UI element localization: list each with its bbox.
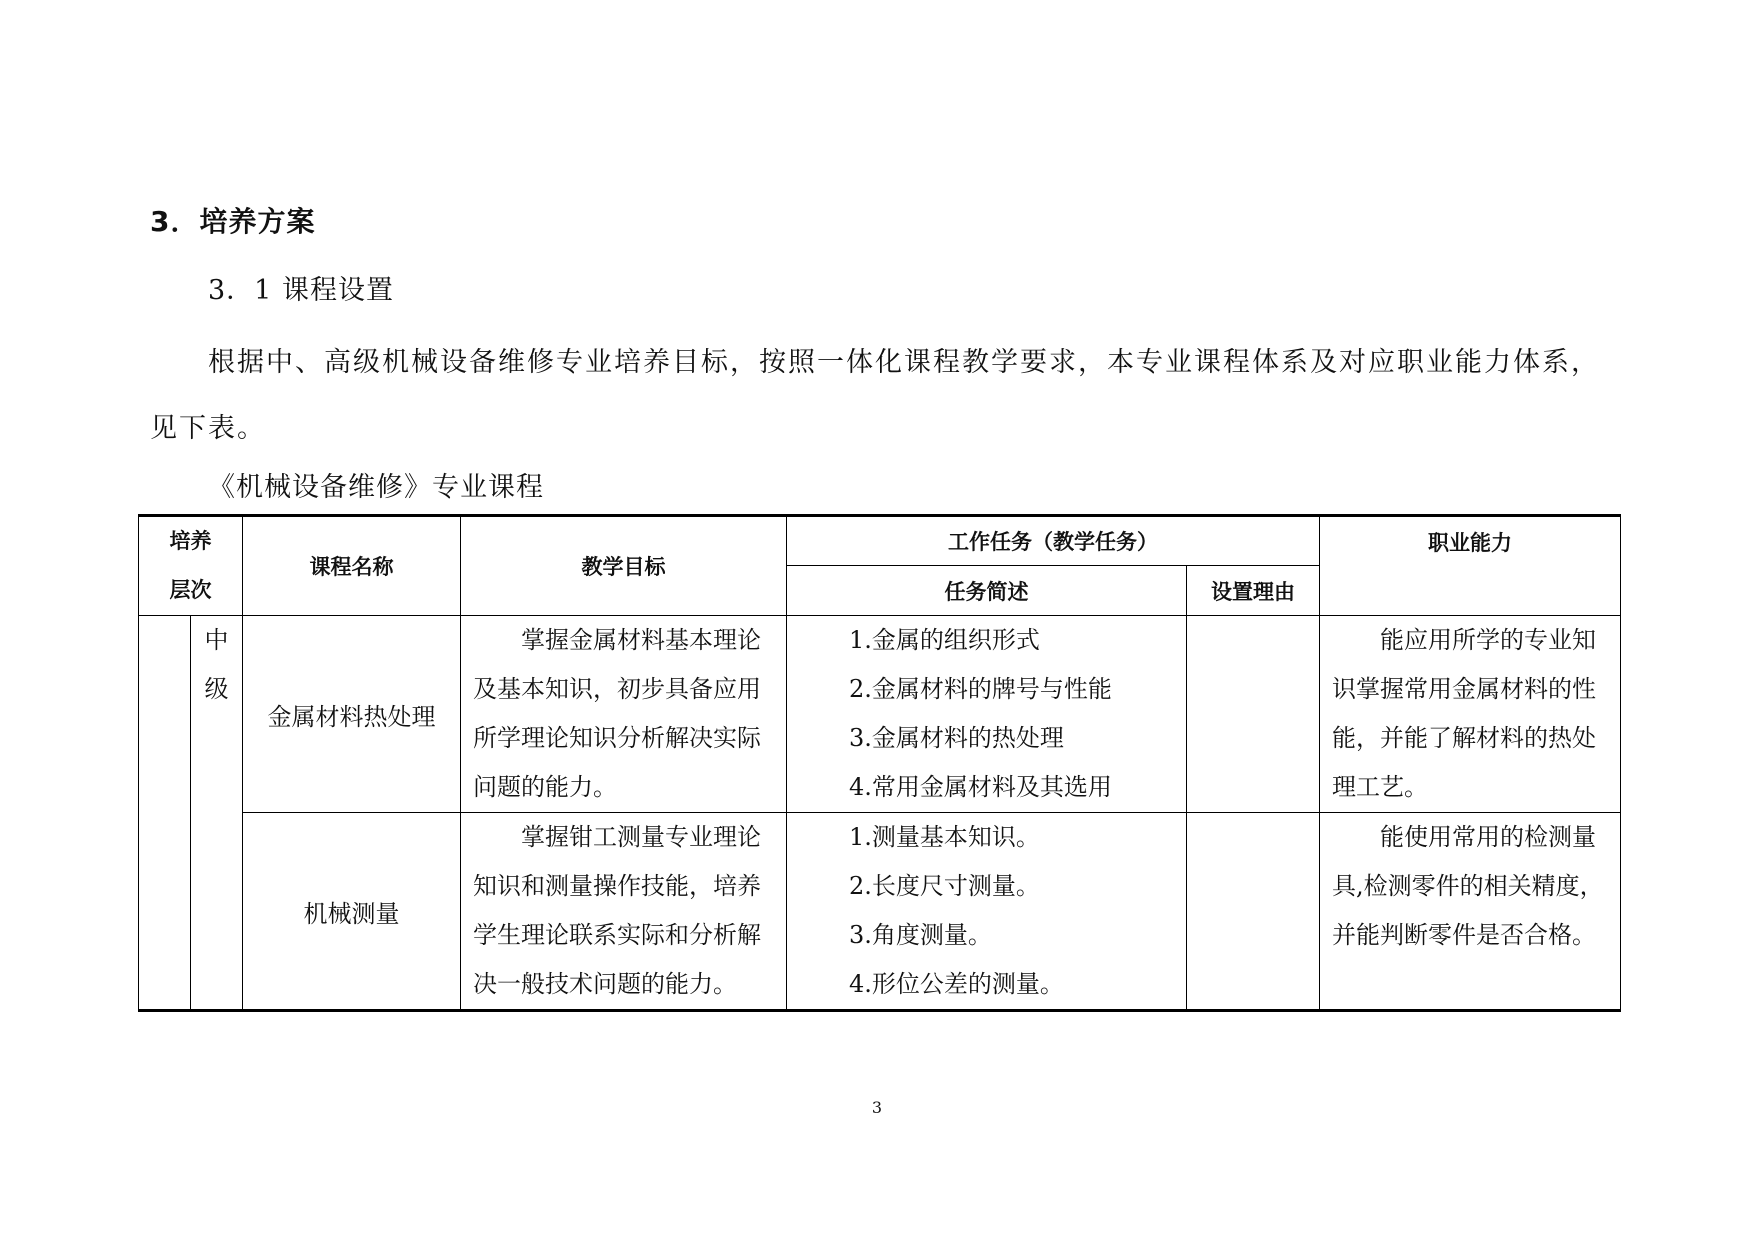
teaching-goal-cell: 掌握金属材料基本理论及基本知识，初步具备应用所学理论知识分析解决实际问题的能力。 xyxy=(461,616,787,813)
header-course-name: 课程名称 xyxy=(243,516,461,616)
level-char-2: 级 xyxy=(204,675,229,703)
task-summary-cell xyxy=(787,813,1187,1011)
header-task-summary: 任务简述 xyxy=(787,566,1187,616)
header-setting-reason: 设置理由 xyxy=(1187,566,1320,616)
header-level xyxy=(139,516,243,616)
teaching-goal-cell: 掌握钳工测量专业理论知识和测量操作技能，培养学生理论联系实际和分析解决一般技术问题的能力。 xyxy=(461,813,787,1011)
page-number: 3 xyxy=(871,1098,883,1117)
header-level-line1: 培养 xyxy=(169,529,212,553)
header-level-line2: 层次 xyxy=(169,578,212,602)
setting-reason-cell xyxy=(1187,616,1320,813)
task-item: 2.金属材料的牌号与性能 xyxy=(849,675,1112,703)
task-item: 4.常用金属材料及其选用 xyxy=(849,773,1112,801)
task-item: 1.测量基本知识。 xyxy=(849,823,1040,851)
table-caption: 《机械设备维修》专业课程 xyxy=(208,472,544,503)
task-item: 3.金属材料的热处理 xyxy=(849,724,1064,752)
curriculum-table xyxy=(138,514,1621,1012)
header-vocational-ability: 职业能力 xyxy=(1320,516,1621,616)
header-work-tasks: 工作任务（教学任务） xyxy=(787,516,1320,566)
intro-paragraph: 根据中、高级机械设备维修专业培养目标，按照一体化课程教学要求，本专业课程体系及对应职业能力体系，见下表。 xyxy=(150,347,1600,444)
task-item: 3.角度测量。 xyxy=(849,921,992,949)
course-name-cell: 机械测量 xyxy=(243,813,461,1011)
level-char-1: 中 xyxy=(204,626,229,654)
course-name-cell: 金属材料热处理 xyxy=(243,616,461,813)
task-item: 2.长度尺寸测量。 xyxy=(849,872,1040,900)
task-item: 4.形位公差的测量。 xyxy=(849,970,1064,998)
task-item: 1.金属的组织形式 xyxy=(849,626,1040,654)
level-cell xyxy=(191,616,243,1011)
vocational-ability-cell: 能应用所学的专业知识掌握常用金属材料的性能，并能了解材料的热处理工艺。 xyxy=(1320,616,1621,813)
setting-reason-cell xyxy=(1187,813,1320,1011)
subsection-heading: 3．1 课程设置 xyxy=(208,275,394,306)
header-teaching-goal: 教学目标 xyxy=(461,516,787,616)
task-summary-cell xyxy=(787,616,1187,813)
level-blank-cell xyxy=(139,616,191,1011)
vocational-ability-cell: 能使用常用的检测量具,检测零件的相关精度，并能判断零件是否合格。 xyxy=(1320,813,1621,1011)
table-row xyxy=(139,813,1621,1011)
section-heading: 3．培养方案 xyxy=(150,205,316,238)
table-row xyxy=(139,616,1621,813)
